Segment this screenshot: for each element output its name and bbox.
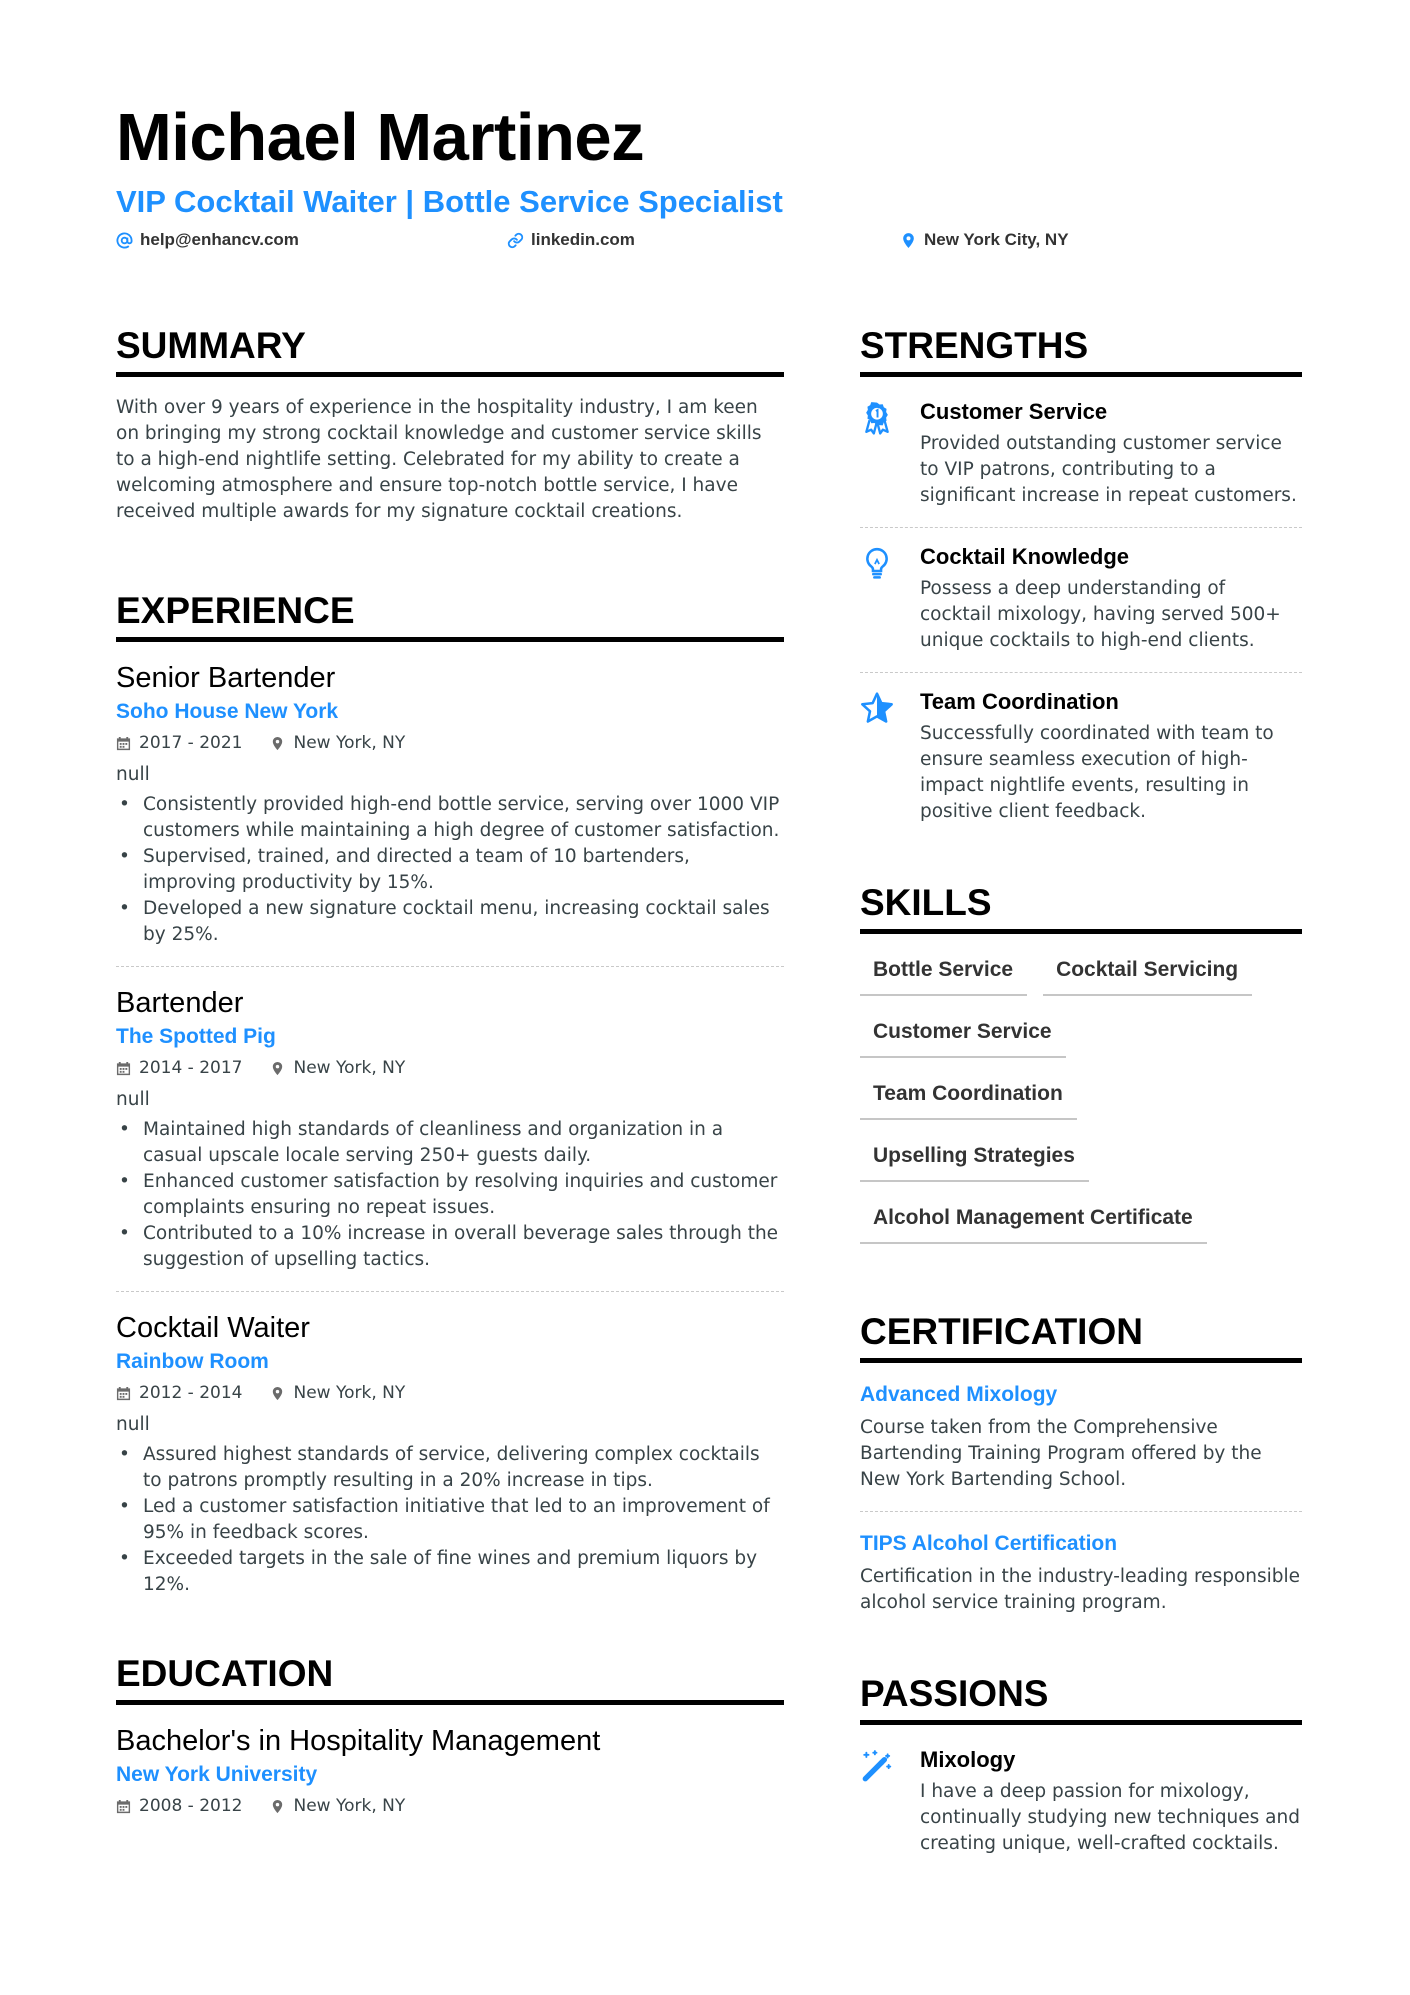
- skill-tag: Cocktail Servicing: [1043, 950, 1252, 996]
- job-bullet: • Enhanced customer satisfaction by resolving inquiries and customer complaints ensuring no repeat issues.: [116, 1169, 784, 1221]
- candidate-headline: VIP Cocktail Waiter | Bottle Service Specialist: [116, 184, 783, 219]
- job-bullet: • Contributed to a 10% increase in overall beverage sales through the suggestion of upselling tactics.: [116, 1221, 784, 1273]
- passion-title: Mixology: [920, 1747, 1016, 1772]
- job-location: New York, NY: [293, 1383, 406, 1403]
- experience-heading: EXPERIENCE: [116, 589, 784, 642]
- linkedin-text: linkedin.com: [531, 230, 635, 249]
- strengths-heading: STRENGTHS: [860, 324, 1302, 377]
- education-section: [116, 1652, 784, 1819]
- school-name: New York University: [116, 1763, 318, 1786]
- experience-entry: [116, 1310, 784, 1598]
- entry-divider: [116, 966, 784, 967]
- certification-text: Certification in the industry-leading responsible alcohol service training program.: [860, 1566, 1301, 1613]
- strengths-section: [860, 324, 1302, 843]
- star-icon: [860, 691, 894, 725]
- job-location: New York, NY: [293, 1058, 406, 1078]
- skill-tag: Upselling Strategies: [860, 1136, 1089, 1182]
- passion-item: [860, 1725, 1302, 1875]
- job-meta: [116, 730, 784, 756]
- company-name: Rainbow Room: [116, 1350, 269, 1373]
- contact-location: [900, 230, 1069, 250]
- map-pin-icon: [270, 1799, 285, 1814]
- skill-tag: Alcohol Management Certificate: [860, 1198, 1207, 1244]
- job-title: Senior Bartender: [116, 662, 336, 694]
- certification-entry: [860, 1530, 1302, 1616]
- strength-text: Successfully coordinated with team to ensure seamless execution of high-impact nightlife events, resulting in positive client feedback.: [920, 723, 1274, 822]
- job-dates: 2017 - 2021: [139, 733, 243, 753]
- strength-title: Customer Service: [920, 399, 1108, 424]
- candidate-name: Michael Martinez: [116, 100, 645, 175]
- education-heading: EDUCATION: [116, 1652, 784, 1705]
- job-bullet: • Assured highest standards of service, delivering complex cocktails to patrons promptly resulting in a 20% increase in tips.: [116, 1442, 784, 1494]
- strength-title: Team Coordination: [920, 689, 1119, 714]
- certification-title: Advanced Mixology: [860, 1383, 1058, 1406]
- job-title: Cocktail Waiter: [116, 1312, 310, 1344]
- certification-text: Course taken from the Comprehensive Bartending Training Program offered by the New York Bartending School.: [860, 1417, 1262, 1490]
- job-title: Bartender: [116, 987, 244, 1019]
- location-text: New York City, NY: [924, 230, 1069, 249]
- strength-text: Possess a deep understanding of cocktail mixology, having served 500+ unique cocktails to high-end clients.: [920, 578, 1281, 651]
- certification-title: TIPS Alcohol Certification: [860, 1532, 1118, 1555]
- map-pin-icon: [900, 232, 917, 249]
- job-bullet: • Supervised, trained, and directed a team of 10 bartenders, improving productivity by 15%.: [116, 844, 784, 896]
- job-description: null: [116, 1414, 150, 1435]
- strength-item: [860, 673, 1302, 843]
- summary-heading: SUMMARY: [116, 324, 784, 377]
- calendar-icon: [116, 1799, 131, 1814]
- skills-section: [860, 881, 1302, 1260]
- education-dates: 2008 - 2012: [139, 1796, 243, 1816]
- passions-section: [860, 1672, 1302, 1875]
- job-meta: [116, 1380, 784, 1406]
- passions-heading: PASSIONS: [860, 1672, 1302, 1725]
- lightbulb-icon: [860, 546, 894, 580]
- skill-tag: Customer Service: [860, 1012, 1066, 1058]
- company-name: The Spotted Pig: [116, 1025, 276, 1048]
- job-meta: [116, 1055, 784, 1081]
- company-name: Soho House New York: [116, 700, 339, 723]
- summary-section: [116, 324, 784, 525]
- award-ribbon-icon: [860, 401, 894, 435]
- certification-entry: [860, 1381, 1302, 1493]
- strength-text: Provided outstanding customer service to VIP patrons, contributing to a significant increase in repeat customers.: [920, 433, 1297, 506]
- left-column: [116, 324, 784, 1819]
- email-text: help@enhancv.com: [140, 230, 299, 249]
- job-bullet: • Led a customer satisfaction initiative that led to an improvement of 95% in feedback scores.: [116, 1494, 784, 1546]
- link-icon: [507, 232, 524, 249]
- contact-email[interactable]: [116, 230, 299, 250]
- map-pin-icon: [270, 736, 285, 751]
- job-bullet: • Exceeded targets in the sale of fine wines and premium liquors by 12%.: [116, 1546, 784, 1598]
- strength-item: [860, 377, 1302, 527]
- education-location: New York, NY: [293, 1796, 406, 1816]
- skills-heading: SKILLS: [860, 881, 1302, 934]
- job-description: null: [116, 1089, 150, 1110]
- skill-tag: Bottle Service: [860, 950, 1027, 996]
- job-bullets: [116, 792, 784, 948]
- calendar-icon: [116, 1061, 131, 1076]
- education-entry: [116, 1723, 784, 1819]
- magic-wand-icon: [860, 1749, 894, 1783]
- education-meta: [116, 1793, 784, 1819]
- map-pin-icon: [270, 1061, 285, 1076]
- calendar-icon: [116, 736, 131, 751]
- job-location: New York, NY: [293, 733, 406, 753]
- experience-entry: [116, 660, 784, 948]
- job-bullet: • Developed a new signature cocktail menu, increasing cocktail sales by 25%.: [116, 896, 784, 948]
- experience-entry: [116, 985, 784, 1273]
- certification-heading: CERTIFICATION: [860, 1310, 1302, 1363]
- strength-title: Cocktail Knowledge: [920, 544, 1130, 569]
- passion-text: I have a deep passion for mixology, continually studying new techniques and creating unique, well-crafted cocktails.: [920, 1781, 1300, 1854]
- experience-section: [116, 589, 784, 1598]
- job-dates: 2012 - 2014: [139, 1383, 243, 1403]
- skills-list: [860, 934, 1302, 1260]
- job-bullet: • Consistently provided high-end bottle service, serving over 1000 VIP customers while maintaining a high degree of customer satisfaction.: [116, 792, 784, 844]
- calendar-icon: [116, 1386, 131, 1401]
- strength-item: [860, 528, 1302, 672]
- contact-linkedin[interactable]: [507, 230, 635, 250]
- right-column: [860, 324, 1302, 1875]
- job-bullets: [116, 1442, 784, 1598]
- job-description: null: [116, 764, 150, 785]
- certification-section: [860, 1310, 1302, 1616]
- degree-title: Bachelor's in Hospitality Management: [116, 1725, 601, 1757]
- entry-divider: [860, 1511, 1302, 1512]
- summary-text: With over 9 years of experience in the hospitality industry, I am keen on bringing my strong cocktail knowledge and customer service skills to a high-end nightlife setting. Celebrated for my ability to create a welcoming atmosphere and ensure top-notch bottle service, I have received multiple awards for my signature cocktail creations.: [116, 397, 762, 522]
- job-dates: 2014 - 2017: [139, 1058, 243, 1078]
- entry-divider: [116, 1291, 784, 1292]
- job-bullet: • Maintained high standards of cleanliness and organization in a casual upscale locale serving 250+ guests daily.: [116, 1117, 784, 1169]
- at-sign-icon: [116, 232, 133, 249]
- map-pin-icon: [270, 1386, 285, 1401]
- skill-tag: Team Coordination: [860, 1074, 1077, 1120]
- job-bullets: [116, 1117, 784, 1273]
